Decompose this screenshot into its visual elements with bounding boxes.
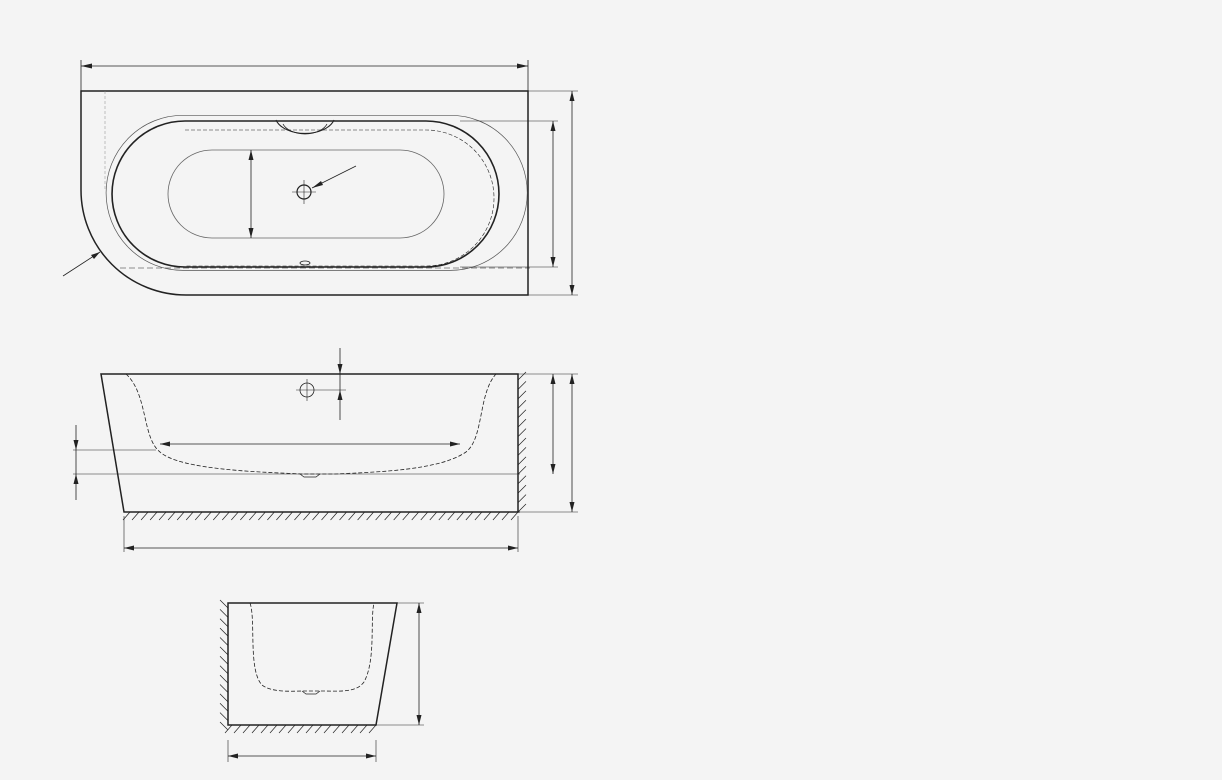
hatch-line <box>243 725 250 733</box>
hatch-line <box>220 628 228 636</box>
hatch-line <box>306 725 313 733</box>
hatch-line <box>518 485 526 493</box>
hatch-line <box>288 725 295 733</box>
hatch-line <box>141 512 148 520</box>
hatch-line <box>285 512 292 520</box>
hatch-line <box>518 476 526 484</box>
hatch-line <box>252 725 259 733</box>
hatch-line <box>195 512 202 520</box>
hatch-line <box>222 512 229 520</box>
hatch-line <box>518 438 526 446</box>
hatch-line <box>518 410 526 418</box>
hatch-line <box>168 512 175 520</box>
hatch-line <box>518 400 526 408</box>
hatch-line <box>132 512 139 520</box>
hatch-line <box>349 512 356 520</box>
hatch-line <box>376 512 383 520</box>
hatch-line <box>351 725 358 733</box>
hatch-line <box>220 656 228 664</box>
hatch-line <box>220 703 228 711</box>
hatch-line <box>234 725 241 733</box>
hatch-line <box>220 675 228 683</box>
hatch-line <box>484 512 491 520</box>
hatch-line <box>360 725 367 733</box>
hatch-line <box>177 512 184 520</box>
top-view-drawing <box>0 0 640 320</box>
hatch-line <box>518 504 526 512</box>
hatch-line <box>213 512 220 520</box>
hatch-line <box>220 666 228 674</box>
hatch-line <box>518 372 526 380</box>
hatch-line <box>324 725 331 733</box>
hatch-line <box>340 512 347 520</box>
hatch-line <box>240 512 247 520</box>
hatch-line <box>315 725 322 733</box>
hatch-line <box>518 457 526 465</box>
hatch-line <box>367 512 374 520</box>
hatch-line <box>385 512 392 520</box>
hatch-line <box>258 512 265 520</box>
hatch-line <box>518 495 526 503</box>
hatch-line <box>448 512 455 520</box>
hatch-line <box>204 512 211 520</box>
hatch-line <box>475 512 482 520</box>
hatch-line <box>342 725 349 733</box>
hatch-line <box>159 512 166 520</box>
hatch-line <box>331 512 338 520</box>
hatch-line <box>249 512 256 520</box>
hatch-line <box>358 512 365 520</box>
hatch-line <box>493 512 500 520</box>
hatch-line <box>220 619 228 627</box>
hatch-line <box>312 512 319 520</box>
hatch-line <box>333 725 340 733</box>
hatch-line <box>297 725 304 733</box>
hatch-line <box>225 725 232 733</box>
hatch-line <box>502 512 509 520</box>
hatch-line <box>276 512 283 520</box>
hatch-line <box>518 391 526 399</box>
hatch-line <box>220 722 228 730</box>
hatch-line <box>518 447 526 455</box>
hatch-line <box>518 381 526 389</box>
specifications-list <box>677 57 1197 137</box>
hatch-line <box>518 419 526 427</box>
hatch-line <box>439 512 446 520</box>
hatch-line <box>430 512 437 520</box>
hatch-line <box>421 512 428 520</box>
hatch-line <box>303 512 310 520</box>
hatch-line <box>231 512 238 520</box>
hatch-line <box>220 684 228 692</box>
side-view-drawing <box>0 330 640 580</box>
hatch-line <box>270 725 277 733</box>
hatch-line <box>511 512 518 520</box>
hatch-line <box>267 512 274 520</box>
hatch-line <box>322 512 329 520</box>
hatch-line <box>403 512 410 520</box>
hatch-line <box>186 512 193 520</box>
hatch-line <box>220 609 228 617</box>
hatch-line <box>518 429 526 437</box>
hatch-line <box>294 512 301 520</box>
hatch-line <box>220 694 228 702</box>
hatch-line <box>518 466 526 474</box>
hatch-line <box>150 512 157 520</box>
hatch-line <box>369 725 376 733</box>
hatch-line <box>220 713 228 721</box>
hatch-line <box>412 512 419 520</box>
hatch-line <box>279 725 286 733</box>
hatch-line <box>466 512 473 520</box>
hatch-line <box>394 512 401 520</box>
hatch-line <box>220 600 228 608</box>
end-view-drawing <box>0 590 640 780</box>
hatch-line <box>261 725 268 733</box>
hatch-line <box>457 512 464 520</box>
hatch-line <box>220 638 228 646</box>
hatch-line <box>220 647 228 655</box>
